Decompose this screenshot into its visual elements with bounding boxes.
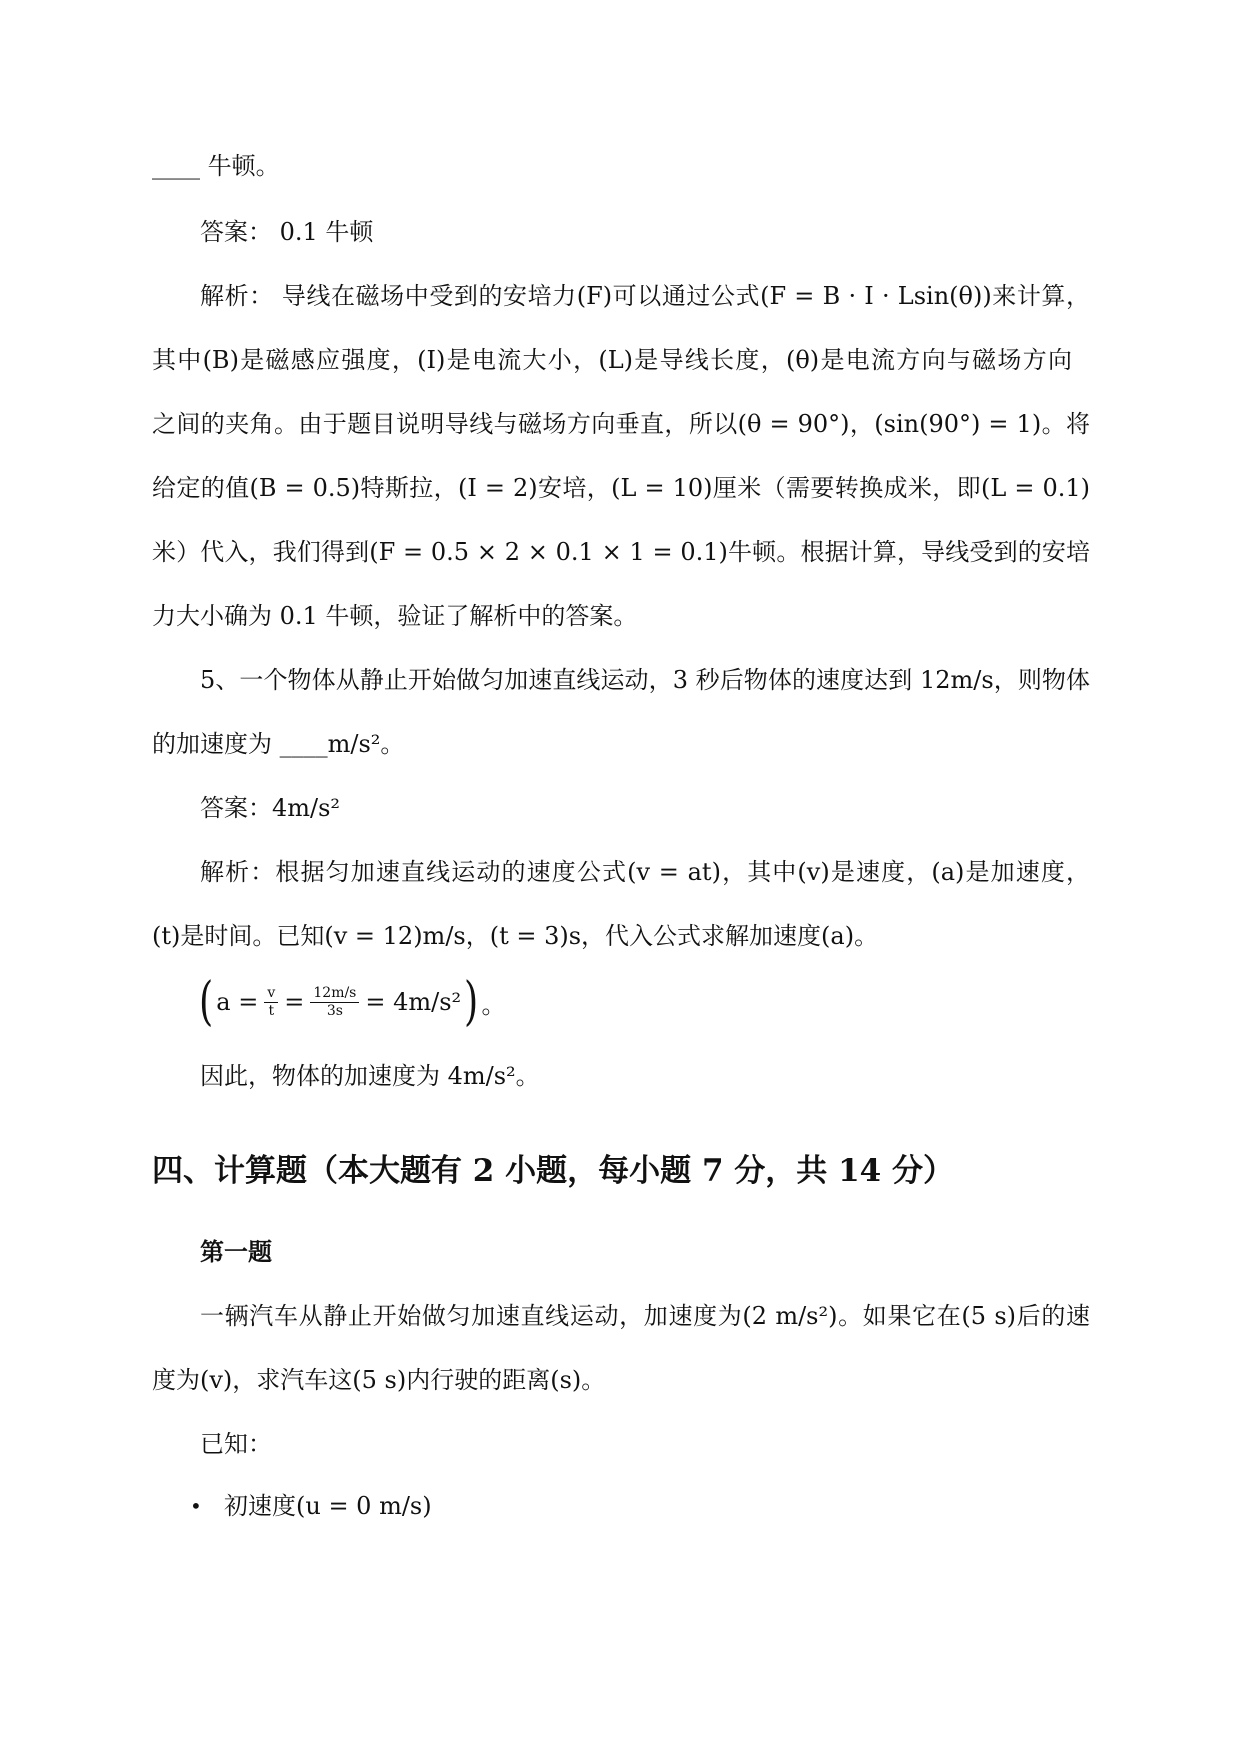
- paragraph-line: [0, 468, 1241, 508]
- paragraph-line: [0, 532, 1241, 572]
- text-line: 度为(v)，求汽车这(5 s)内行驶的距离(s)。: [152, 1366, 606, 1394]
- text-line: 的加速度为 ____m/s²。: [152, 730, 405, 758]
- text-line: 答案：4m/s²: [200, 794, 341, 822]
- text-line: ____ 牛顿。: [152, 152, 280, 180]
- answer-line: [0, 212, 1241, 252]
- formula-tail: 。: [481, 990, 506, 1019]
- formula-open-paren: (: [199, 972, 214, 1032]
- formula-equals: =: [284, 988, 305, 1016]
- text-line: 力大小确为 0.1 牛顿，验证了解析中的答案。: [152, 602, 638, 630]
- paragraph-line: [0, 404, 1241, 444]
- fraction-12-over-3: [310, 985, 359, 1020]
- text-line: 给定的值(B = 0.5)特斯拉，(I = 2)安培，(L = 10)厘米（需要转换成米，即(L = 0.1): [152, 474, 1090, 502]
- text-line: 解析： 导线在磁场中受到的安培力(F)可以通过公式(F = B · I · Lsin(θ))来计算，: [200, 282, 1090, 310]
- question-line: [0, 1360, 1241, 1400]
- text-line: 因此，物体的加速度为 4m/s²。: [200, 1062, 540, 1090]
- text-line: 答案： 0.1 牛顿: [200, 218, 374, 246]
- paragraph-line: [0, 340, 1241, 380]
- text-line: 其中(B)是磁感应强度，(I)是电流大小，(L)是导线长度，(θ)是电流方向与磁场方向: [152, 346, 1072, 374]
- text-line: 解析：根据匀加速直线运动的速度公式(v = at)，其中(v)是速度，(a)是加速度，: [200, 858, 1090, 886]
- paragraph-line: [0, 916, 1241, 956]
- analysis-line: [0, 276, 1241, 316]
- text-line: 已知：: [200, 1430, 272, 1458]
- fraction-v-over-t: [264, 985, 278, 1020]
- analysis-line: [0, 852, 1241, 892]
- text-line: 5、一个物体从静止开始做匀加速直线运动，3 秒后物体的速度达到 12m/s，则物体: [200, 666, 1090, 694]
- fraction-denominator: t: [268, 1002, 275, 1019]
- fraction-numerator: 12m/s: [310, 985, 359, 1003]
- formula-close-paren: ): [464, 972, 479, 1032]
- text-line: 之间的夹角。由于题目说明导线与磁场方向垂直，所以(θ = 90°)，(sin(90°) = 1)。将: [152, 410, 1090, 438]
- paragraph-line: [0, 596, 1241, 636]
- bullet-item: 初速度(u = 0 m/s): [224, 1492, 432, 1520]
- question-line: [0, 1296, 1241, 1336]
- text-line: (t)是时间。已知(v = 12)m/s，(t = 3)s，代入公式求解加速度(a)。: [152, 922, 879, 950]
- answer-line: [0, 788, 1241, 828]
- fraction-numerator: v: [264, 985, 278, 1003]
- text-line: 米）代入，我们得到(F = 0.5 × 2 × 0.1 × 1 = 0.1)牛顿。根据计算，导线受到的安培: [152, 538, 1090, 566]
- fraction-denominator: 3s: [326, 1002, 343, 1019]
- conclusion-line: [0, 1056, 1241, 1096]
- answer-blank-line: [0, 146, 1241, 186]
- formula-a-eq: a =: [216, 988, 259, 1016]
- known-label-line: [0, 1424, 1241, 1464]
- question-5-line: [0, 660, 1241, 700]
- formula-result: = 4m/s²: [365, 988, 462, 1016]
- acceleration-formula: [196, 972, 505, 1032]
- text-line: 一辆汽车从静止开始做匀加速直线运动，加速度为(2 m/s²)。如果它在(5 s)后的速: [200, 1302, 1090, 1330]
- paragraph-line: [0, 724, 1241, 764]
- bullet-icon: •: [190, 1494, 202, 1518]
- section-heading: 四、计算题（本大题有 2 小题，每小题 7 分，共 14 分）: [152, 1153, 955, 1189]
- question-subheading: 第一题: [200, 1237, 272, 1266]
